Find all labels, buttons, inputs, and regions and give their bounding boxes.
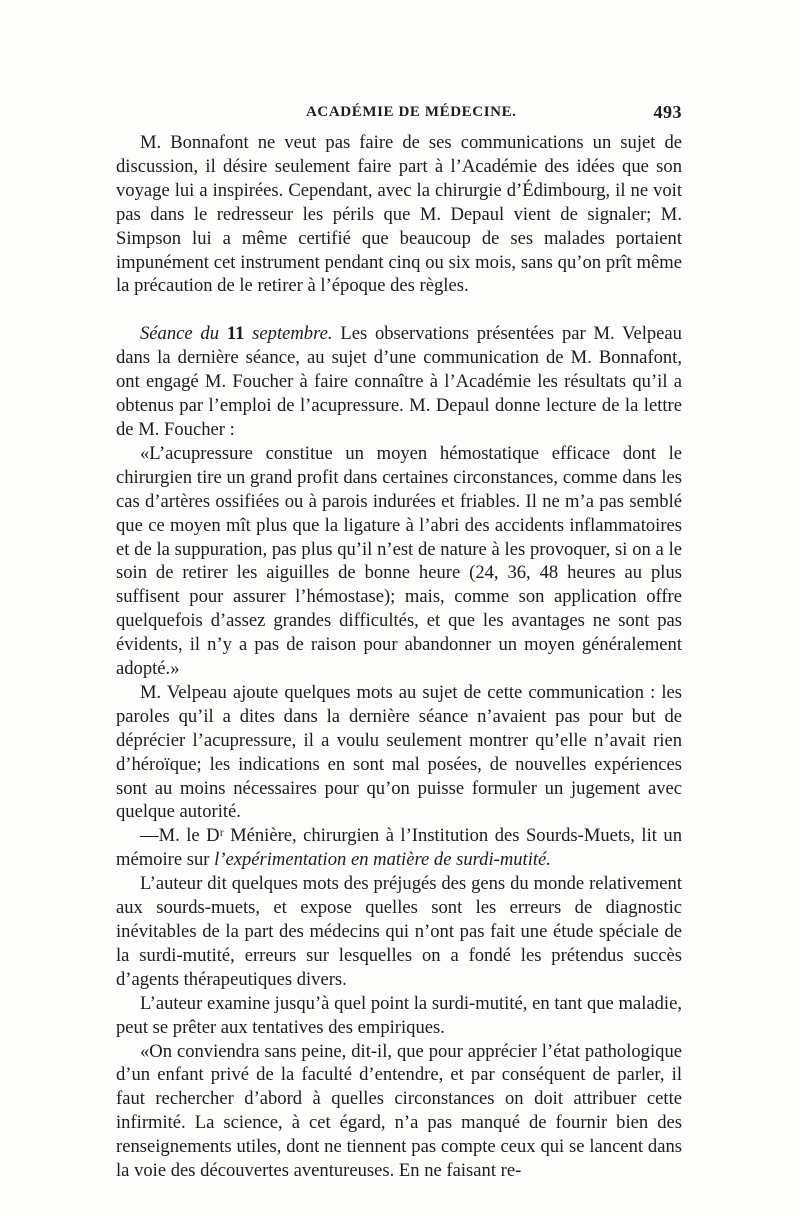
session-date-prefix: Séance du [140,323,220,345]
running-title: ACADÉMIE DE MÉDECINE. [306,104,517,120]
paragraph-quotation: «On conviendra sans peine, dit-il, que pour apprécier l’état pathologique d’un enfant privé de la faculté d’entendre, et par conséquent de parler, il faut rechercher d’abord à quelles circonstances on doit attribuer cette infirmité. La science, à cet égard, n’a pas manqué de fournir bien des renseignements utiles, dont ne tiennent pas compte ceux qui se lancent dans la voie des découvertes aventureuses. En ne faisant re- [116,1040,682,1182]
session-day-number: 11 [226,323,245,345]
paragraph-empiriques: L’auteur examine jusqu’à quel point la surdi-mutité, en tant que maladie, peut se prêter aux tentatives des empiriques. [116,992,682,1038]
session-date-month: septembre. [252,323,333,345]
paragraph-seance [116,322,682,442]
page-number: 493 [653,102,682,122]
paragraph-prejuges: L’auteur dit quelques mots des préjugés des gens du monde relativement aux sourds-muets, et expose quelles sont les erreurs de diagnostic inévitables de la part des médecins qui n’ont pas fait une étude spéciale de la surdi-mutité, erreurs sur lesquelles on a fondé les prétendus succès d’agents thérapeutiques divers. [116,873,682,990]
running-head [116,100,682,130]
paragraph-foucher-letter: «L’acupressure constitue un moyen hémostatique efficace dont le chirurgien tire un grand profit dans certaines circonstances, comme dans les cas d’artères ossifiées ou à parois indurées et friables. Il ne m’a pas semblé que ce moyen mît plus que la ligature à l’abri des accidents inflammatoires et de la suppuration, pas plus qu’il n’est de nature à les provoquer, si on a le soin de retirer les aiguilles de bonne heure (24, 36, 48 heures au plus suffisent pour assurer l’hémostase); mais, comme son application offre quelquefois d’assez grandes difficultés, et que les avantages ne sont pas évidents, il n’y a pas de raison pour abandonner un moyen généralement adopté.» [116,442,682,680]
memoir-title: l’expérimentation en matière de surdi-mutité. [214,849,551,871]
book-page [116,100,682,1183]
session-date-label [140,323,333,344]
paragraph-meniere [116,824,682,872]
meniere-text: —M. le Dʳ Ménière, chirurgien à l’Institution des Sourds-Muets, lit un mémoire sur [116,825,682,871]
paragraph-velpeau: M. Velpeau ajoute quelques mots au sujet de cette communication : les paroles qu’il a dites dans la dernière séance n’avaient pas pour but de déprécier l’acupressure, il a voulu seulement montrer qu’elle n’avait rien d’héroïque; les indications en sont mal posées, de nouvelles expériences sont au moins nécessaires pour qu’on puisse formuler un jugement avec quelque autorité. [116,681,682,823]
session-text: Les observations présentées par M. Velpeau dans la dernière séance, au sujet d’une communication de M. Bonnafont, ont engagé M. Foucher à faire connaître à l’Académie les résultats qu’il a obtenus par l’emploi de l’acupressure. M. Depaul donne lecture de la lettre de M. Foucher : [116,323,682,440]
paragraph-bonnafont: M. Bonnafont ne veut pas faire de ses communications un sujet de discussion, il désire seulement faire part à l’Académie des idées que son voyage lui a inspirées. Cependant, avec la chirurgie d’Édimbourg, il ne voit pas dans le redresseur les périls que M. Depaul vient de signaler; M. Simpson lui a même certifié que beaucoup de ses malades portaient impunément cet instrument pendant cinq ou six mois, sans qu’on prît même la précaution de le retirer à l’époque des règles. [116,132,682,297]
